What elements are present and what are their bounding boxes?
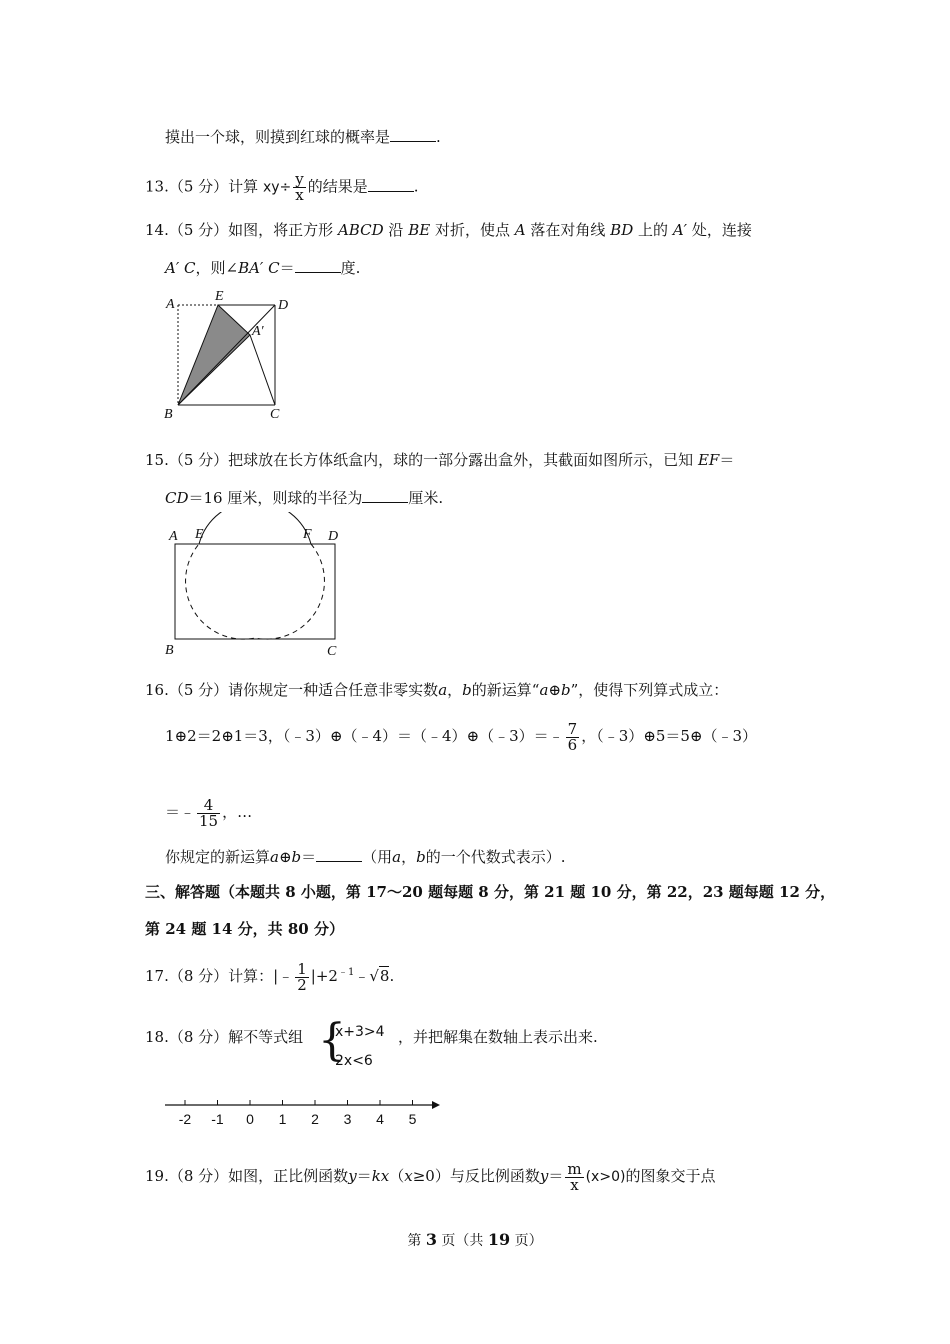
label-F: F <box>303 527 312 542</box>
question-18: 18.（8 分）解不等式组 <box>145 1028 304 1046</box>
axis-tick-label: -2 <box>178 1111 192 1127</box>
axis-tick-label: 5 <box>408 1111 417 1127</box>
label-B: B <box>164 407 173 422</box>
question-16-line4: 你规定的新运算a⊕b＝ （用a，b的一个代数式表示）. <box>165 848 566 866</box>
q12-tail: 摸出一个球，则摸到红球的概率是 . <box>165 128 441 146</box>
inequality-1: x+3>4 <box>335 1024 385 1040</box>
label-C: C <box>270 407 280 422</box>
question-15-line2: CD＝16 厘米，则球的半径为 厘米. <box>165 489 444 507</box>
section-3-heading: 三、解答题（本题共 8 小题，第 17～20 题每题 8 分，第 21 题 10 分，第 22，23 题每题 12 分， <box>145 883 836 901</box>
q14-square-figure <box>160 285 300 425</box>
section-3-heading-cont: 第 24 题 14 分，共 80 分） <box>145 920 344 938</box>
axis-tick-label: 2 <box>311 1111 319 1127</box>
question-15-line1: 15.（5 分）把球放在长方体纸盒内，球的一部分露出盒外，其截面如图所示，已知 EF＝ <box>145 451 735 469</box>
label-E: E <box>195 527 204 542</box>
question-14-line1: 14.（5 分）如图，将正方形 ABCD 沿 BE 对折，使点 A 落在对角线 BD 上的 A′ 处，连接 <box>145 221 752 239</box>
question-16-line2: 1⊕2＝2⊕1＝3，（﹣3）⊕（﹣4）＝（﹣4）⊕（﹣3）＝﹣ $\frac{7}{6}$ ，（﹣3）⊕5＝5⊕（﹣3） <box>165 719 758 754</box>
page-footer: 第 3 页（共 19 页） <box>407 1230 543 1249</box>
question-17: 17.（8 分）计算：|﹣ $\frac{1}{2}$ $|+2^{﹣1}﹣√8$. <box>145 959 395 994</box>
axis-tick-label: -1 <box>211 1111 224 1127</box>
question-16-line1: 16.（5 分）请你规定一种适合任意非零实数a，b的新运算“a⊕b”，使得下列算式成立： <box>145 681 729 699</box>
label-A-prime: A′ <box>252 324 264 339</box>
q15-box-figure <box>160 512 350 662</box>
number-line <box>160 1092 440 1132</box>
question-18-tail: ，并把解集在数轴上表示出来. <box>398 1028 598 1046</box>
axis-tick-label: 1 <box>278 1111 287 1127</box>
question-16-line3: ＝﹣ $\frac{4}{15}$ ，… <box>165 795 253 830</box>
brace: { <box>318 1015 346 1066</box>
question-19: 19.（8 分）如图，正比例函数y＝kx（x≥0）与反比例函数y＝ $\frac{m}{x}$ (x>0)的图象交于点 <box>145 1159 716 1194</box>
question-13: 13.（5 分）计算 xy÷ $\frac{y}{x}$ 的结果是 . <box>145 170 419 204</box>
label-A: A <box>169 529 178 544</box>
axis-tick-label: 0 <box>246 1111 254 1127</box>
label-A: A <box>166 297 175 312</box>
label-E: E <box>215 289 224 304</box>
inequality-2: 2x<6 <box>335 1053 373 1069</box>
label-C: C <box>327 644 337 659</box>
question-14-line2: A′ C，则∠BA′ C＝ 度. <box>165 259 361 277</box>
axis-tick-label: 4 <box>376 1111 384 1127</box>
label-B: B <box>165 643 174 658</box>
axis-tick-label: 3 <box>343 1111 352 1127</box>
label-D: D <box>328 529 339 544</box>
label-D: D <box>278 298 289 313</box>
